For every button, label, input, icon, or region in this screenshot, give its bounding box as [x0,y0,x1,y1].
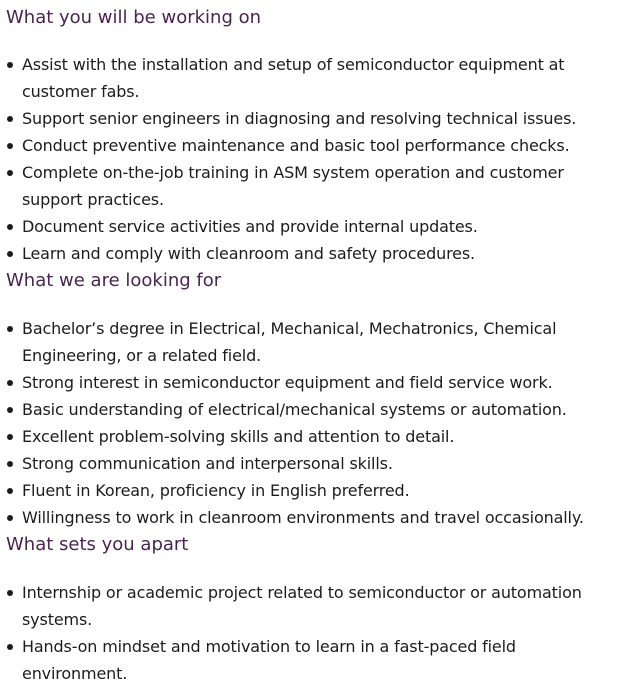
section-title-working-on: What you will be working on [6,7,262,28]
working-on-list [0,51,626,267]
list-item: Fluent in Korean, proficiency in English preferred. [0,477,626,504]
list-item: Document service activities and provide internal updates. [0,213,626,240]
list-item: Strong interest in semiconductor equipment and field service work. [0,369,626,396]
list-item: Bachelor’s degree in Electrical, Mechanical, Mechatronics, Chemical Engineering, or a related field. [0,315,626,369]
section-title-looking-for: What we are looking for [6,270,222,291]
list-item: Strong communication and interpersonal skills. [0,450,626,477]
list-item: Learn and comply with cleanroom and safety procedures. [0,240,626,267]
list-item: Willingness to work in cleanroom environments and travel occasionally. [0,504,626,531]
list-item: Internship or academic project related to semiconductor or automation systems. [0,579,626,633]
list-item: Basic understanding of electrical/mechanical systems or automation. [0,396,626,423]
section-title-sets-apart: What sets you apart [6,534,189,555]
list-item: Hands-on mindset and motivation to learn in a fast-paced field environment. [0,633,626,687]
sets-apart-list [0,579,626,687]
list-item: Conduct preventive maintenance and basic tool performance checks. [0,132,626,159]
list-item: Assist with the installation and setup of semiconductor equipment at customer fabs. [0,51,626,105]
list-item: Support senior engineers in diagnosing and resolving technical issues. [0,105,626,132]
list-item: Complete on-the-job training in ASM system operation and customer support practices. [0,159,626,213]
list-item: Excellent problem-solving skills and attention to detail. [0,423,626,450]
looking-for-list [0,315,626,531]
